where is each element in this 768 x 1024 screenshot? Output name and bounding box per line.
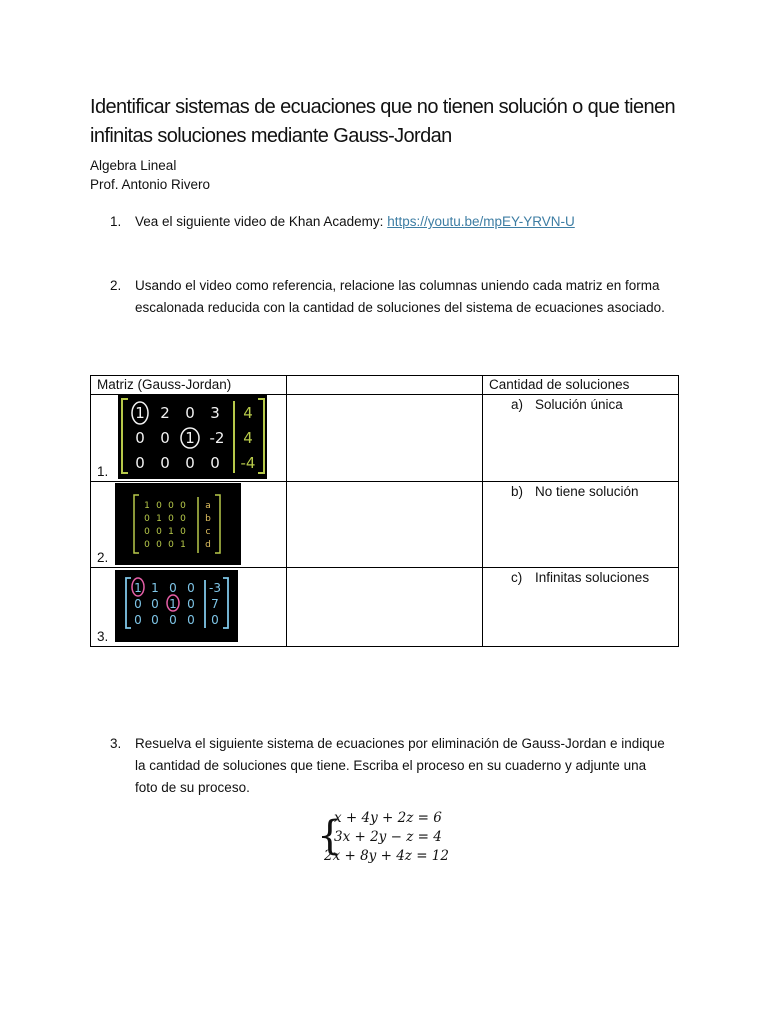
professor-name: Prof. Antonio Rivero: [90, 177, 211, 192]
svg-text:0: 0: [151, 613, 159, 627]
svg-text:0: 0: [144, 527, 150, 537]
svg-text:1: 1: [180, 540, 186, 550]
equation-2: 3x + 2y − z = 4: [334, 829, 442, 845]
item-text: Usando el video como referencia, relacione las columnas uniendo cada matriz en forma escalonada reducida con la cantidad de soluciones del sistema de ecuaciones asociado.: [135, 278, 665, 315]
svg-text:1: 1: [156, 514, 162, 524]
svg-text:1: 1: [135, 404, 145, 422]
svg-text:0: 0: [168, 514, 174, 524]
svg-text:0: 0: [180, 501, 186, 511]
item-number: 3.: [110, 736, 122, 751]
svg-text:0: 0: [160, 429, 170, 447]
svg-text:0: 0: [156, 540, 162, 550]
svg-text:-3: -3: [209, 581, 221, 595]
header-solutions: Cantidad de soluciones: [489, 377, 630, 392]
svg-text:0: 0: [160, 454, 170, 472]
header-matrix: Matriz (Gauss-Jordan): [97, 377, 232, 392]
svg-text:4: 4: [243, 429, 253, 447]
matrix-image-3: [115, 570, 238, 642]
svg-text:0: 0: [156, 527, 162, 537]
svg-text:0: 0: [210, 454, 220, 472]
svg-text:3: 3: [210, 404, 220, 422]
svg-text:0: 0: [211, 613, 219, 627]
svg-text:0: 0: [180, 514, 186, 524]
svg-text:d: d: [205, 540, 211, 550]
row-number: 1.: [97, 464, 109, 479]
svg-text:1: 1: [151, 581, 159, 595]
course-info: [90, 156, 210, 194]
course-name: Algebra Lineal: [90, 158, 177, 173]
video-link[interactable]: https://youtu.be/mpEY-YRVN-U: [387, 214, 575, 229]
table-row: [91, 568, 679, 647]
option-b: b) No tiene solución: [511, 484, 639, 499]
equation-system: [313, 808, 473, 868]
svg-text:0: 0: [156, 501, 162, 511]
left-brace: {: [317, 813, 343, 859]
svg-text:4: 4: [243, 404, 253, 422]
svg-text:0: 0: [180, 527, 186, 537]
svg-text:1: 1: [168, 527, 174, 537]
matrix-image-1: [118, 395, 267, 479]
svg-text:-4: -4: [240, 454, 256, 472]
table-row: [91, 395, 679, 482]
svg-text:0: 0: [151, 597, 159, 611]
svg-text:0: 0: [169, 581, 177, 595]
svg-text:1: 1: [134, 581, 142, 595]
item-text: Resuelva el siguiente sistema de ecuaciones por eliminación de Gauss-Jordan e indique la cantidad de soluciones que tiene. Escriba el proceso en su cuaderno y adjunte una foto de su proceso.: [135, 736, 665, 795]
item-text: Vea el siguiente video de Khan Academy: https://youtu.be/mpEY-YRVN-U: [135, 214, 575, 229]
svg-text:c: c: [205, 527, 211, 537]
svg-text:a: a: [205, 501, 211, 511]
svg-text:1: 1: [144, 501, 150, 511]
equation-1: x + 4y + 2z = 6: [334, 810, 442, 826]
svg-text:0: 0: [187, 581, 195, 595]
matching-table: [90, 375, 679, 647]
svg-text:0: 0: [185, 404, 195, 422]
svg-text:b: b: [205, 514, 211, 524]
option-c: c) Infinitas soluciones: [511, 570, 650, 585]
svg-text:0: 0: [134, 613, 142, 627]
svg-text:0: 0: [134, 597, 142, 611]
svg-text:0: 0: [187, 613, 195, 627]
option-a: a) Solución única: [511, 397, 623, 412]
table-row: [91, 482, 679, 568]
svg-text:0: 0: [168, 501, 174, 511]
svg-text:0: 0: [135, 454, 145, 472]
equation-3: 2x + 8y + 4z = 12: [324, 848, 449, 864]
svg-text:-2: -2: [209, 429, 225, 447]
row-number: 3.: [97, 629, 109, 644]
svg-text:0: 0: [187, 597, 195, 611]
matrix-image-2: [115, 483, 241, 565]
item-number: 2.: [110, 278, 122, 293]
page-title: Identificar sistemas de ecuaciones que no tienen solución o que tienen infinitas soluciones mediante Gauss-Jordan: [90, 96, 676, 147]
svg-text:7: 7: [211, 597, 219, 611]
svg-text:0: 0: [135, 429, 145, 447]
svg-text:1: 1: [169, 597, 177, 611]
table-header-row: [91, 376, 679, 395]
svg-text:0: 0: [169, 613, 177, 627]
row-number: 2.: [97, 550, 109, 565]
svg-text:0: 0: [144, 540, 150, 550]
svg-text:0: 0: [185, 454, 195, 472]
item-number: 1.: [110, 214, 122, 229]
svg-text:0: 0: [144, 514, 150, 524]
svg-text:0: 0: [168, 540, 174, 550]
svg-text:2: 2: [160, 404, 170, 422]
svg-text:1: 1: [185, 429, 195, 447]
